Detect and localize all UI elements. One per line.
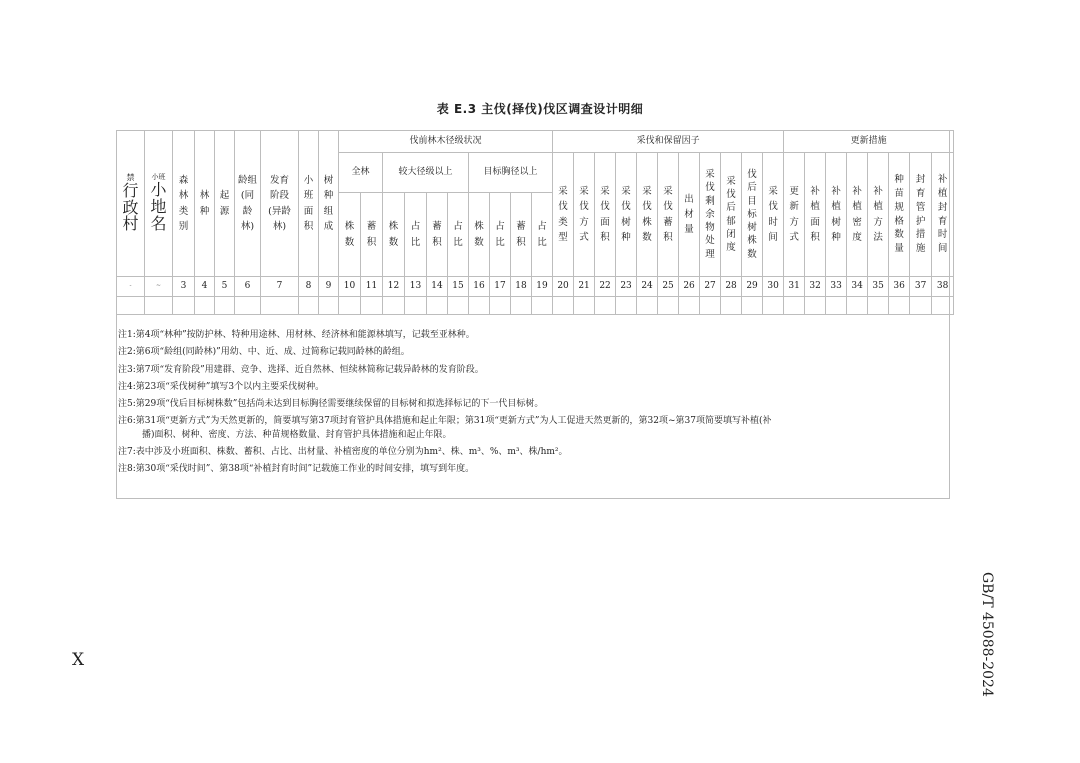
col-target-count-ratio: 占比: [490, 193, 511, 277]
col-target-volume: 蓄积: [511, 193, 532, 277]
note-3: 注3:第7项“发育阶段”用建群、竞争、选择、近自然林、恒续林简称记载异龄林的发育阶段。: [118, 364, 484, 375]
num-26: 26: [679, 277, 700, 297]
col-residue: 采伐剩余物处理: [700, 153, 721, 277]
survey-table: [116, 130, 954, 315]
col-target-volume-ratio: 占比: [532, 193, 553, 277]
note-5: 注5:第29项“伐后目标树株数”包括尚未达到目标胸径需要继续保留的目标树和拟选择标记的下一代目标树。: [118, 399, 544, 409]
col-place-name-label: 小地名: [150, 180, 167, 233]
num-36: 36: [889, 277, 910, 297]
header-row-groups: [117, 131, 954, 153]
notes-block: [118, 330, 938, 481]
col-plant-area: 补植面积: [805, 153, 826, 277]
num-7: 7: [261, 277, 299, 297]
group-pre-harvest: 伐前林木径级状况: [339, 131, 553, 153]
num-14: 14: [427, 277, 448, 297]
subgroup-all: 全林: [339, 153, 383, 193]
col-harvest-count: 采伐株数: [637, 153, 658, 277]
note-2: 注2:第6项“龄组(同龄林)”用幼、中、近、成、过简称记载同龄林的龄组。: [118, 347, 410, 358]
num-8: 8: [299, 277, 319, 297]
col-origin: 起源: [215, 131, 235, 277]
col-harvest-species: 采伐树种: [616, 153, 637, 277]
num-28: 28: [721, 277, 742, 297]
num-32: 32: [805, 277, 826, 297]
num-24: 24: [637, 277, 658, 297]
num-3: 3: [173, 277, 195, 297]
num-21: 21: [574, 277, 595, 297]
num-10: 10: [339, 277, 361, 297]
note-7: 注7:表中涉及小班面积、株数、蓄积、占比、出材量、补植密度的单位分别为hm²、株、m³、%、m³、株/hm²。: [118, 446, 568, 457]
col-village-label: 行政村: [122, 180, 139, 234]
num-22: 22: [595, 277, 616, 297]
num-34: 34: [847, 277, 868, 297]
num-19: 19: [532, 277, 553, 297]
num-4: 4: [195, 277, 215, 297]
num-17: 17: [490, 277, 511, 297]
num-6: 6: [235, 277, 261, 297]
subgroup-target: 目标胸径以上: [469, 153, 553, 193]
num-2: ~: [145, 277, 173, 297]
subgroup-large: 较大径级以上: [383, 153, 469, 193]
col-harvest-area: 采伐面积: [595, 153, 616, 277]
num-16: 16: [469, 277, 490, 297]
num-33: 33: [826, 277, 847, 297]
empty-data-row: [117, 297, 954, 315]
col-subplot-area: 小班面积: [299, 131, 319, 277]
col-plant-method: 补植方法: [868, 153, 889, 277]
col-village: 禁 行政村: [117, 131, 145, 277]
note-6: 注6:第31项“更新方式”为天然更新的，简要填写第37项封育管护具体措施和起止年限；第31项“更新方式”为人工促进天然更新的，第32项~第37项简要填写补植(补: [118, 416, 772, 427]
group-harvest: 采伐和保留因子: [553, 131, 784, 153]
col-all-count: 株数: [339, 193, 361, 277]
num-15: 15: [448, 277, 469, 297]
col-dev-stage: 发育阶段(异龄林): [261, 131, 299, 277]
num-25: 25: [658, 277, 679, 297]
num-30: 30: [763, 277, 784, 297]
note-6-continued: 播)面积、树种、密度、方法、种苗规格数量、封育管护具体措施和起止年限。: [142, 429, 452, 440]
col-harvest-volume: 采伐蓄积: [658, 153, 679, 277]
col-harvest-time: 采伐时间: [763, 153, 784, 277]
col-renew-method: 更新方式: [784, 153, 805, 277]
num-11: 11: [361, 277, 383, 297]
col-target-count: 株数: [469, 193, 490, 277]
num-35: 35: [868, 277, 889, 297]
col-place-name: 小班 小地名: [145, 131, 173, 277]
col-plant-density: 补植密度: [847, 153, 868, 277]
table-title: 表 E.3 主伐(择伐)伐区调查设计明细: [436, 102, 644, 116]
col-harvest-method: 采伐方式: [574, 153, 595, 277]
num-31: 31: [784, 277, 805, 297]
col-large-volume-ratio: 占比: [448, 193, 469, 277]
note-4: 注4:第23项“采伐树种”填写3个以内主要采伐树种。: [118, 381, 325, 392]
note-1: 注1:第4项“林种”按防护林、特种用途林、用材林、经济林和能源林填写，记载至亚林种。: [118, 330, 475, 340]
num-18: 18: [511, 277, 532, 297]
col-plant-species: 补植树种: [826, 153, 847, 277]
col-all-volume: 蓄积: [361, 193, 383, 277]
num-20: 20: [553, 277, 574, 297]
num-13: 13: [405, 277, 427, 297]
page-mark: X: [72, 650, 85, 670]
number-row: [117, 277, 954, 297]
num-5: 5: [215, 277, 235, 297]
col-age-group: 龄组(同龄林): [235, 131, 261, 277]
col-plant-time: 补植封育时间: [932, 153, 954, 277]
col-large-volume: 蓄积: [427, 193, 448, 277]
num-23: 23: [616, 277, 637, 297]
col-seedling: 种苗规格数量: [889, 153, 910, 277]
note-8: 注8:第30项“采伐时间”、第38项“补植封育时间”记载施工作业的时间安排，填写到年度。: [118, 464, 475, 474]
col-large-count: 株数: [383, 193, 405, 277]
num-38: 38: [932, 277, 954, 297]
col-timber-output: 出材量: [679, 153, 700, 277]
col-enclosure: 封育管护措施: [910, 153, 932, 277]
group-renewal: 更新措施: [784, 131, 954, 153]
num-29: 29: [742, 277, 763, 297]
num-9: 9: [319, 277, 339, 297]
col-forest-category: 森林类别: [173, 131, 195, 277]
col-large-count-ratio: 占比: [405, 193, 427, 277]
col-forest-type: 林种: [195, 131, 215, 277]
standard-code: GB/T 45088-2024: [979, 572, 995, 697]
col-target-trees: 伐后目标树株数: [742, 153, 763, 277]
num-27: 27: [700, 277, 721, 297]
col-species-comp: 树种组成: [319, 131, 339, 277]
col-harvest-type: 采伐类型: [553, 153, 574, 277]
num-1: -: [117, 277, 145, 297]
num-12: 12: [383, 277, 405, 297]
num-37: 37: [910, 277, 932, 297]
col-canopy: 采伐后郁闭度: [721, 153, 742, 277]
